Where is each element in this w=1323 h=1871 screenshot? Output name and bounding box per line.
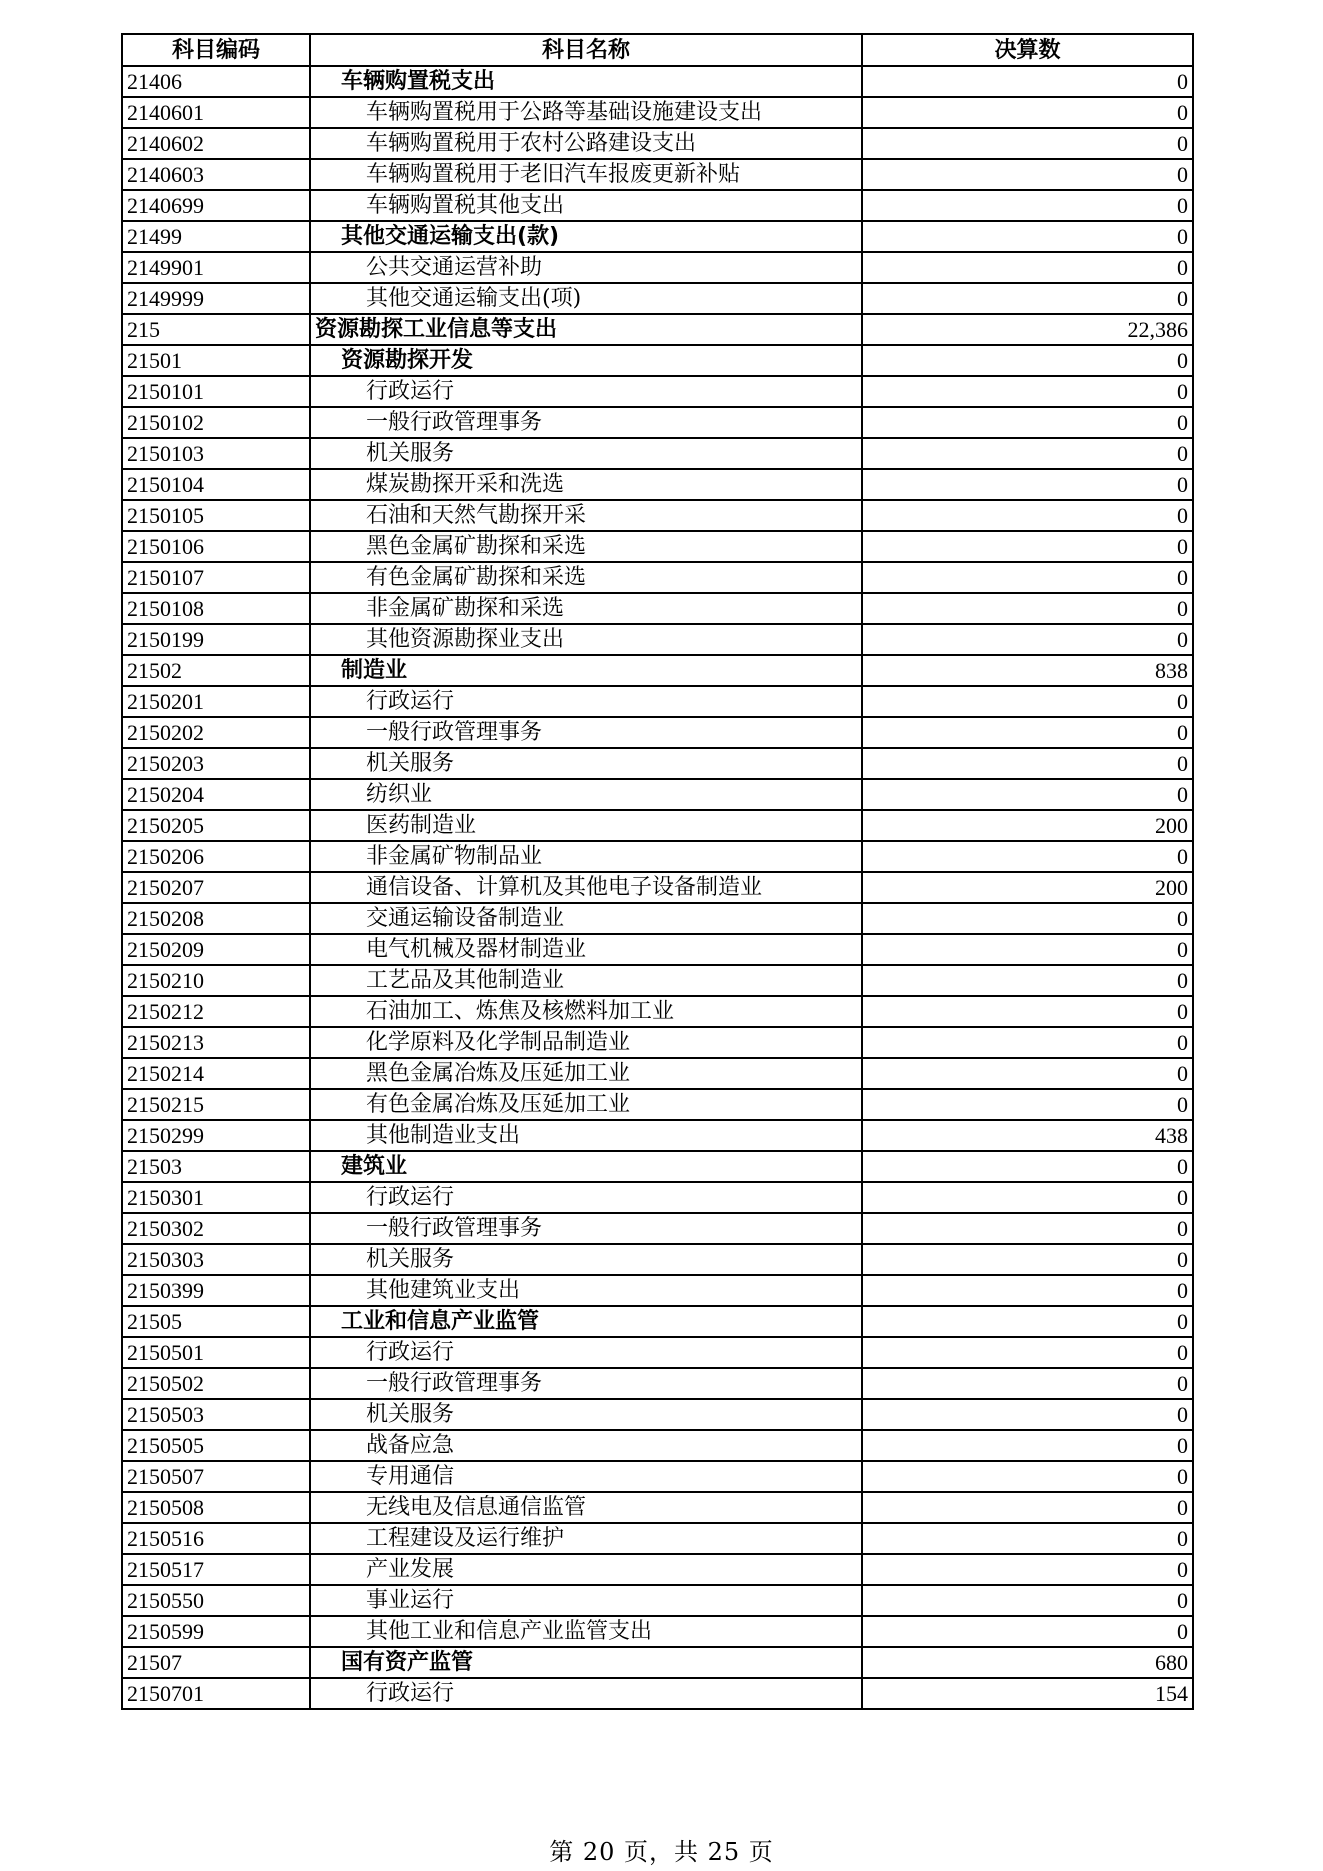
row-amount: 0: [862, 1616, 1193, 1647]
table-row: [122, 1678, 1193, 1709]
table-row: [122, 1368, 1193, 1399]
table-row: [122, 779, 1193, 810]
table-row: [122, 965, 1193, 996]
row-code: 2150108: [122, 593, 310, 624]
table-row: [122, 1647, 1193, 1678]
row-code: 2150399: [122, 1275, 310, 1306]
row-name: 其他建筑业支出: [310, 1275, 862, 1306]
row-code: 2140699: [122, 190, 310, 221]
row-name: 机关服务: [310, 1244, 862, 1275]
row-code: 2150104: [122, 469, 310, 500]
table-row: [122, 1554, 1193, 1585]
row-amount: 0: [862, 1492, 1193, 1523]
row-amount: 0: [862, 1430, 1193, 1461]
table-row: [122, 1616, 1193, 1647]
row-code: 2140602: [122, 128, 310, 159]
row-code: 2150105: [122, 500, 310, 531]
row-name: 资源勘探工业信息等支出: [310, 314, 862, 345]
row-amount: 0: [862, 1058, 1193, 1089]
row-amount: 0: [862, 1523, 1193, 1554]
row-amount: 22,386: [862, 314, 1193, 345]
table-row: [122, 562, 1193, 593]
row-amount: 0: [862, 97, 1193, 128]
row-name: 医药制造业: [310, 810, 862, 841]
row-name: 公共交通运营补助: [310, 252, 862, 283]
row-amount: 0: [862, 500, 1193, 531]
row-amount: 200: [862, 872, 1193, 903]
row-name: 建筑业: [310, 1151, 862, 1182]
table-row: [122, 314, 1193, 345]
table-row: [122, 1182, 1193, 1213]
row-name: 车辆购置税用于老旧汽车报废更新补贴: [310, 159, 862, 190]
row-name: 交通运输设备制造业: [310, 903, 862, 934]
row-amount: 0: [862, 159, 1193, 190]
table-row: [122, 190, 1193, 221]
row-name: 通信设备、计算机及其他电子设备制造业: [310, 872, 862, 903]
row-code: 2150215: [122, 1089, 310, 1120]
row-name: 化学原料及化学制品制造业: [310, 1027, 862, 1058]
row-name: 行政运行: [310, 1678, 862, 1709]
row-name: 机关服务: [310, 748, 862, 779]
table-row: [122, 1430, 1193, 1461]
table-row: [122, 97, 1193, 128]
table-row: [122, 252, 1193, 283]
row-name: 一般行政管理事务: [310, 1213, 862, 1244]
table-header-row: [122, 34, 1193, 66]
header-amount: 决算数: [862, 34, 1193, 66]
table-row: [122, 1244, 1193, 1275]
row-amount: 154: [862, 1678, 1193, 1709]
row-code: 2150301: [122, 1182, 310, 1213]
row-amount: 0: [862, 283, 1193, 314]
row-name: 车辆购置税用于公路等基础设施建设支出: [310, 97, 862, 128]
table-row: [122, 221, 1193, 252]
row-name: 行政运行: [310, 1182, 862, 1213]
row-code: 2150212: [122, 996, 310, 1027]
row-name: 行政运行: [310, 686, 862, 717]
table-row: [122, 903, 1193, 934]
row-code: 2150106: [122, 531, 310, 562]
table-row: [122, 1213, 1193, 1244]
table-row: [122, 500, 1193, 531]
table-row: [122, 934, 1193, 965]
table-row: [122, 872, 1193, 903]
row-name: 黑色金属矿勘探和采选: [310, 531, 862, 562]
table-row: [122, 1585, 1193, 1616]
row-code: 2149999: [122, 283, 310, 314]
row-code: 2150517: [122, 1554, 310, 1585]
row-amount: 0: [862, 190, 1193, 221]
table-row: [122, 841, 1193, 872]
row-code: 2150101: [122, 376, 310, 407]
row-code: 21505: [122, 1306, 310, 1337]
row-code: 21507: [122, 1647, 310, 1678]
table-row: [122, 810, 1193, 841]
row-amount: 0: [862, 1306, 1193, 1337]
row-name: 车辆购置税用于农村公路建设支出: [310, 128, 862, 159]
row-amount: 200: [862, 810, 1193, 841]
row-amount: 0: [862, 1151, 1193, 1182]
row-amount: 0: [862, 469, 1193, 500]
table-row: [122, 717, 1193, 748]
table-row: [122, 159, 1193, 190]
table-row: [122, 996, 1193, 1027]
table-row: [122, 66, 1193, 97]
row-code: 2150210: [122, 965, 310, 996]
table-row: [122, 376, 1193, 407]
row-amount: 0: [862, 66, 1193, 97]
row-amount: 838: [862, 655, 1193, 686]
row-name: 专用通信: [310, 1461, 862, 1492]
table-row: [122, 1275, 1193, 1306]
row-code: 2150507: [122, 1461, 310, 1492]
row-code: 2150204: [122, 779, 310, 810]
row-amount: 0: [862, 531, 1193, 562]
row-amount: 0: [862, 1368, 1193, 1399]
row-code: 215: [122, 314, 310, 345]
row-code: 2150302: [122, 1213, 310, 1244]
row-name: 车辆购置税其他支出: [310, 190, 862, 221]
row-code: 2150214: [122, 1058, 310, 1089]
row-name: 有色金属矿勘探和采选: [310, 562, 862, 593]
row-amount: 0: [862, 1213, 1193, 1244]
row-code: 2150503: [122, 1399, 310, 1430]
row-name: 机关服务: [310, 438, 862, 469]
row-name: 其他工业和信息产业监管支出: [310, 1616, 862, 1647]
row-name: 煤炭勘探开采和洗选: [310, 469, 862, 500]
row-name: 工程建设及运行维护: [310, 1523, 862, 1554]
table-row: [122, 1337, 1193, 1368]
table-row: [122, 593, 1193, 624]
row-name: 车辆购置税支出: [310, 66, 862, 97]
row-amount: 0: [862, 1244, 1193, 1275]
row-name: 无线电及信息通信监管: [310, 1492, 862, 1523]
header-name: 科目名称: [310, 34, 862, 66]
table-body: [122, 66, 1193, 1709]
row-code: 2150213: [122, 1027, 310, 1058]
table-row: [122, 469, 1193, 500]
table-row: [122, 1399, 1193, 1430]
row-name: 其他交通运输支出(项): [310, 283, 862, 314]
row-amount: 0: [862, 1089, 1193, 1120]
row-name: 一般行政管理事务: [310, 717, 862, 748]
row-amount: 0: [862, 996, 1193, 1027]
table-row: [122, 531, 1193, 562]
row-name: 有色金属冶炼及压延加工业: [310, 1089, 862, 1120]
row-amount: 0: [862, 624, 1193, 655]
row-name: 一般行政管理事务: [310, 407, 862, 438]
row-code: 2149901: [122, 252, 310, 283]
row-code: 2150201: [122, 686, 310, 717]
row-code: 21406: [122, 66, 310, 97]
row-name: 纺织业: [310, 779, 862, 810]
row-amount: 0: [862, 1399, 1193, 1430]
table-row: [122, 438, 1193, 469]
row-code: 2150199: [122, 624, 310, 655]
table-row: [122, 1120, 1193, 1151]
budget-table: [121, 33, 1194, 1710]
row-amount: 0: [862, 128, 1193, 159]
row-code: 2150701: [122, 1678, 310, 1709]
row-amount: 0: [862, 1337, 1193, 1368]
row-code: 21503: [122, 1151, 310, 1182]
row-amount: 0: [862, 1554, 1193, 1585]
row-name: 其他交通运输支出(款): [310, 221, 862, 252]
row-code: 2150505: [122, 1430, 310, 1461]
table-row: [122, 1523, 1193, 1554]
row-code: 2150299: [122, 1120, 310, 1151]
row-code: 2150502: [122, 1368, 310, 1399]
table-row: [122, 1492, 1193, 1523]
row-code: 21501: [122, 345, 310, 376]
row-name: 行政运行: [310, 1337, 862, 1368]
row-code: 2150107: [122, 562, 310, 593]
page-footer: 第 20 页，共 25 页: [549, 1838, 774, 1866]
row-code: 2140603: [122, 159, 310, 190]
row-amount: 0: [862, 562, 1193, 593]
row-amount: 0: [862, 252, 1193, 283]
row-name: 资源勘探开发: [310, 345, 862, 376]
table-row: [122, 407, 1193, 438]
table-row: [122, 1027, 1193, 1058]
row-amount: 0: [862, 345, 1193, 376]
row-amount: 0: [862, 841, 1193, 872]
row-code: 2150203: [122, 748, 310, 779]
row-code: 2150599: [122, 1616, 310, 1647]
row-amount: 680: [862, 1647, 1193, 1678]
row-code: 21499: [122, 221, 310, 252]
row-amount: 0: [862, 1182, 1193, 1213]
row-name: 行政运行: [310, 376, 862, 407]
table-row: [122, 655, 1193, 686]
table-row: [122, 624, 1193, 655]
table-row: [122, 1461, 1193, 1492]
row-amount: 0: [862, 1027, 1193, 1058]
row-amount: 0: [862, 717, 1193, 748]
table-row: [122, 283, 1193, 314]
row-code: 2150550: [122, 1585, 310, 1616]
table-row: [122, 748, 1193, 779]
row-amount: 0: [862, 1461, 1193, 1492]
row-amount: 0: [862, 438, 1193, 469]
row-code: 2150209: [122, 934, 310, 965]
row-name: 石油和天然气勘探开采: [310, 500, 862, 531]
row-code: 2140601: [122, 97, 310, 128]
row-code: 2150508: [122, 1492, 310, 1523]
row-amount: 0: [862, 934, 1193, 965]
row-amount: 0: [862, 221, 1193, 252]
row-name: 战备应急: [310, 1430, 862, 1461]
row-amount: 0: [862, 407, 1193, 438]
row-amount: 0: [862, 1585, 1193, 1616]
row-name: 非金属矿勘探和采选: [310, 593, 862, 624]
row-name: 制造业: [310, 655, 862, 686]
row-code: 21502: [122, 655, 310, 686]
table-row: [122, 686, 1193, 717]
row-amount: 0: [862, 748, 1193, 779]
table-row: [122, 345, 1193, 376]
row-code: 2150501: [122, 1337, 310, 1368]
row-name: 其他资源勘探业支出: [310, 624, 862, 655]
row-amount: 0: [862, 686, 1193, 717]
row-amount: 438: [862, 1120, 1193, 1151]
row-code: 2150202: [122, 717, 310, 748]
row-code: 2150207: [122, 872, 310, 903]
table-row: [122, 128, 1193, 159]
row-code: 2150303: [122, 1244, 310, 1275]
row-code: 2150205: [122, 810, 310, 841]
row-name: 国有资产监管: [310, 1647, 862, 1678]
row-name: 工艺品及其他制造业: [310, 965, 862, 996]
row-amount: 0: [862, 779, 1193, 810]
row-name: 机关服务: [310, 1399, 862, 1430]
header-code: 科目编码: [122, 34, 310, 66]
row-name: 黑色金属冶炼及压延加工业: [310, 1058, 862, 1089]
row-amount: 0: [862, 903, 1193, 934]
row-code: 2150103: [122, 438, 310, 469]
row-amount: 0: [862, 965, 1193, 996]
row-code: 2150206: [122, 841, 310, 872]
row-name: 一般行政管理事务: [310, 1368, 862, 1399]
row-name: 非金属矿物制品业: [310, 841, 862, 872]
row-code: 2150208: [122, 903, 310, 934]
row-name: 其他制造业支出: [310, 1120, 862, 1151]
row-name: 工业和信息产业监管: [310, 1306, 862, 1337]
table-row: [122, 1058, 1193, 1089]
table-row: [122, 1089, 1193, 1120]
row-amount: 0: [862, 593, 1193, 624]
row-amount: 0: [862, 376, 1193, 407]
table-row: [122, 1151, 1193, 1182]
row-code: 2150102: [122, 407, 310, 438]
table-row: [122, 1306, 1193, 1337]
row-amount: 0: [862, 1275, 1193, 1306]
row-name: 产业发展: [310, 1554, 862, 1585]
row-code: 2150516: [122, 1523, 310, 1554]
row-name: 电气机械及器材制造业: [310, 934, 862, 965]
row-name: 石油加工、炼焦及核燃料加工业: [310, 996, 862, 1027]
row-name: 事业运行: [310, 1585, 862, 1616]
